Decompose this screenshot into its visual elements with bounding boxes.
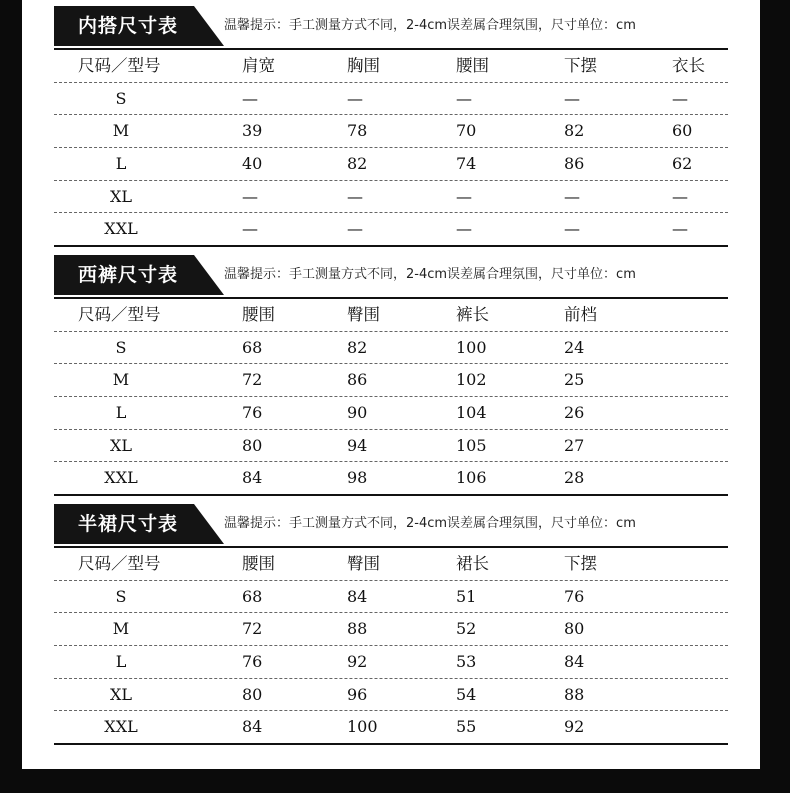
measure-value: 76 [242,652,263,672]
measure-value: 105 [456,435,487,455]
measurement-note: 温馨提示：手工测量方式不同，2-4cm误差属合理氛围，尺寸单位：cm [224,18,636,33]
measure-value: — [456,88,472,108]
measure-value: 84 [242,717,263,737]
size-label: S [115,586,127,606]
size-table [54,299,728,496]
measure-value: 53 [456,652,477,672]
measure-value: 78 [347,121,368,141]
measure-value: — [672,88,688,108]
measure-value: 92 [564,717,585,737]
size-table-section [54,6,728,239]
measure-value: 51 [456,586,477,606]
size-label: XL [109,435,132,455]
measure-value: 52 [456,619,477,639]
measure-value: — [242,88,258,108]
table-title: 内搭尺寸表 [78,15,179,37]
measure-value: 94 [347,435,368,455]
table-row [54,332,728,365]
size-label: S [115,337,127,357]
measure-column-header: 下摆 [564,56,597,75]
table-title: 半裙尺寸表 [78,513,179,535]
measure-value: — [672,186,688,206]
size-label: M [112,619,130,639]
measure-value: 80 [242,684,263,704]
measure-value: 60 [672,121,693,141]
measure-value: 24 [564,337,585,357]
measure-column-header: 肩宽 [242,56,275,75]
size-column-header: 尺码／型号 [78,305,161,324]
measure-column-header: 前档 [564,305,597,324]
measure-column-header: 裤长 [456,305,489,324]
measure-column-header: 胸围 [347,56,380,75]
measure-value: 84 [564,652,585,672]
measure-column-header: 臀围 [347,554,380,573]
measurement-note: 温馨提示：手工测量方式不同，2-4cm误差属合理氛围，尺寸单位：cm [224,516,636,531]
measure-value: 74 [456,154,477,174]
measurement-note: 温馨提示：手工测量方式不同，2-4cm误差属合理氛围，尺寸单位：cm [224,267,636,282]
measure-value: 76 [564,586,585,606]
measure-value: — [242,219,258,239]
measure-value: 39 [242,121,263,141]
measure-value: — [456,186,472,206]
measure-value: 82 [347,154,368,174]
measure-value: 84 [242,468,263,488]
measure-value: 104 [456,403,487,423]
size-label: XXL [104,468,138,488]
measure-value: 92 [347,652,368,672]
size-table [54,50,728,247]
table-row [54,613,728,646]
table-row [54,181,728,214]
measure-value: — [242,186,258,206]
size-table-section [54,255,728,488]
section-header [54,504,728,544]
measure-column-header: 裙长 [456,554,489,573]
table-row [54,646,728,679]
measure-column-header: 腰围 [242,554,275,573]
measure-value: 102 [456,370,487,390]
table-header-row [54,50,728,83]
size-label: XXL [104,219,138,239]
measure-value: 80 [564,619,585,639]
table-row [54,462,728,496]
measure-value: — [672,219,688,239]
measure-value: 76 [242,403,263,423]
size-label: M [112,121,130,141]
measure-column-header: 臀围 [347,305,380,324]
measure-value: 86 [564,154,585,174]
size-label: L [115,403,127,423]
measure-value: 98 [347,468,368,488]
measure-value: 72 [242,619,263,639]
measure-value: 80 [242,435,263,455]
measure-value: — [347,219,363,239]
table-title: 西裤尺寸表 [78,264,179,286]
measure-value: 100 [347,717,378,737]
measure-value: 88 [564,684,585,704]
measure-value: 90 [347,403,368,423]
section-header [54,255,728,295]
size-label: M [112,370,130,390]
size-label: XL [109,186,132,206]
measure-value: 72 [242,370,263,390]
size-label: XXL [104,717,138,737]
size-table-section [54,504,728,737]
measure-value: 88 [347,619,368,639]
measure-column-header: 腰围 [456,56,489,75]
measure-value: 106 [456,468,487,488]
table-row [54,430,728,463]
table-row [54,148,728,181]
size-label: XL [109,684,132,704]
size-table [54,548,728,745]
table-row [54,364,728,397]
measure-value: 96 [347,684,368,704]
size-label: S [115,88,127,108]
size-chart-sheet [22,0,760,769]
measure-column-header: 衣长 [672,56,705,75]
measure-value: 68 [242,337,263,357]
size-label: L [115,154,127,174]
table-row [54,397,728,430]
measure-value: — [564,219,580,239]
size-column-header: 尺码／型号 [78,56,161,75]
table-row [54,581,728,614]
measure-value: 26 [564,403,585,423]
measure-value: 84 [347,586,368,606]
measure-value: — [347,186,363,206]
measure-value: 86 [347,370,368,390]
measure-value: 82 [564,121,585,141]
measure-value: — [456,219,472,239]
measure-value: 54 [456,684,477,704]
table-row [54,115,728,148]
measure-value: 25 [564,370,585,390]
table-row [54,83,728,116]
measure-value: 100 [456,337,487,357]
size-column-header: 尺码／型号 [78,554,161,573]
size-label: L [115,652,127,672]
measure-value: 28 [564,468,585,488]
measure-value: — [347,88,363,108]
measure-value: — [564,88,580,108]
measure-value: 70 [456,121,477,141]
table-header-row [54,548,728,581]
measure-value: 68 [242,586,263,606]
table-row [54,679,728,712]
section-header [54,6,728,46]
measure-value: — [564,186,580,206]
measure-column-header: 下摆 [564,554,597,573]
table-row [54,213,728,247]
table-row [54,711,728,745]
table-header-row [54,299,728,332]
measure-value: 27 [564,435,585,455]
measure-value: 55 [456,717,477,737]
measure-column-header: 腰围 [242,305,275,324]
measure-value: 40 [242,154,263,174]
measure-value: 82 [347,337,368,357]
measure-value: 62 [672,154,693,174]
